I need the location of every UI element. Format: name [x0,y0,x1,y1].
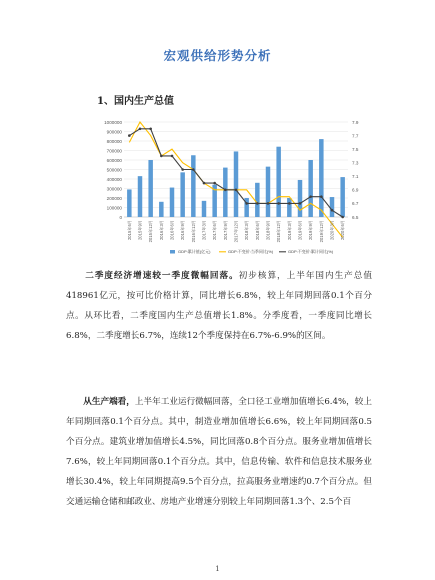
x-tick-label: 2017年6月 [212,220,218,241]
y-right-tick-label: 7.9 [352,119,359,125]
y-right-tick-label: 7.1 [352,174,359,180]
legend-label: GDP:累计值(亿元) [178,249,211,254]
x-tick-label: 2017年12月 [233,220,239,243]
gdp-chart [94,117,374,257]
bar [202,201,206,217]
bar [330,197,334,217]
page-title: 宏观供给形势分析 [163,48,272,63]
y-left-tick-label: 700000 [106,148,122,154]
cumulative-yoy-point [171,155,174,158]
x-tick-label: 2019年6月 [297,220,303,241]
x-tick-label: 2016年3月 [158,220,164,241]
y-left-tick-label: 900000 [106,129,122,135]
y-right-tick-label: 7.3 [352,160,359,166]
bar [180,172,184,217]
y-left-tick-label: 600000 [106,157,122,163]
bar [319,139,323,217]
y-left-tick-label: 400000 [106,176,122,182]
y-left-tick-label: 1000000 [104,119,122,125]
page-number: 1 [215,565,220,573]
paragraph-gdp-lead: 二季度经济增速较一季度微幅回落。 [85,271,239,281]
paragraph-production-body: 上半年工业运行微幅回落，全口径工业增加值增长6.4%，较上年同期回落0.1个百分点。其中，制造业增加值增长6.6%，较上年同期回落0.5个百分点。建筑业增加值增长4.5%，同比回落0.8个百分点。服务业增加值增长7.6%，较上年同期回落0.1个百分点。其中，信息传输、软件和信息技术服务业增长30.4%，较上年同期提高9.5个百分点，拉高服务业增速约0.7个百分点。但交通运输仓储和邮政业、房地产业增速分别较上年同期回落1.3个、2.5个百 [66,397,372,507]
bar [287,198,291,217]
x-tick-label: 2015年6月 [126,220,132,241]
cumulative-yoy-point [139,127,142,130]
legend-label: GDP:不变价:累计同比(%) [288,249,334,254]
cumulative-yoy-point [309,195,312,198]
x-tick-label: 2018年12月 [276,220,282,243]
section-heading: 1、国内生产总值 [97,96,174,107]
x-tick-label: 2019年12月 [318,220,324,243]
x-tick-label: 2017年9月 [222,220,228,241]
bar [266,167,270,217]
x-tick-label: 2020年3月 [329,220,335,241]
x-tick-label: 2015年9月 [137,220,143,241]
bar [340,177,344,217]
legend-swatch [170,250,175,254]
bar [223,168,227,217]
x-tick-label: 2019年3月 [286,220,292,241]
bar [191,155,195,217]
x-tick-label: 2015年12月 [148,220,154,243]
cumulative-yoy-point [149,127,152,130]
cumulative-yoy-point [203,182,206,185]
y-right-tick-label: 6.7 [352,201,359,207]
cumulative-yoy-point [331,209,334,212]
bar [170,188,174,217]
bar [298,180,302,217]
paragraph-gdp [66,266,372,346]
bar [138,176,142,217]
x-tick-label: 2018年3月 [244,220,250,241]
cumulative-yoy-point [320,195,323,198]
bar [127,189,131,217]
bar [276,147,280,217]
y-left-tick-label: 500000 [106,167,122,173]
cumulative-yoy-point [160,155,163,158]
y-left-tick-label: 100000 [106,205,122,211]
cumulative-yoy-point [277,202,280,205]
x-tick-label: 2019年9月 [308,220,314,241]
cumulative-yoy-point [288,202,291,205]
cumulative-yoy-point [128,134,131,137]
y-right-tick-label: 7.5 [352,146,359,152]
cumulative-yoy-point [341,216,344,219]
paragraph-gdp-body: 初步核算，上半年国内生产总值418961亿元，按可比价格计算，同比增长6.8%，较上年同期回落0.1个百分点。从环比看，二季度国内生产总值增长1.8%。分季度看，一季度同比增长6.8%，二季度增长6.7%，连续12个季度保持在6.7%-6.9%的区间。 [66,271,372,341]
paragraph-production-lead: 从生产端看， [83,397,135,407]
cumulative-yoy-point [192,168,195,171]
x-tick-label: 2017年3月 [201,220,207,241]
x-tick-label: 2020年6月 [340,220,346,241]
x-tick-label: 2016年6月 [169,220,175,241]
bar [234,151,238,217]
bar [308,160,312,217]
x-tick-label: 2018年6月 [254,220,260,241]
x-tick-label: 2016年9月 [180,220,186,241]
cumulative-yoy-point [245,202,248,205]
cumulative-yoy-point [267,202,270,205]
bar [148,160,152,217]
y-left-tick-label: 0 [119,214,122,220]
y-right-tick-label: 6.9 [352,187,359,193]
paragraph-production [66,392,372,512]
y-right-tick-label: 7.7 [352,133,359,139]
y-left-tick-label: 300000 [106,186,122,192]
cumulative-yoy-point [213,182,216,185]
legend-label: GDP:不变价:当季同比(%) [228,249,274,254]
y-left-tick-label: 800000 [106,138,122,144]
cumulative-yoy-point [235,189,238,192]
bar [255,183,259,217]
cumulative-yoy-point [256,202,259,205]
cumulative-yoy-point [299,202,302,205]
cumulative-yoy-point [181,168,184,171]
x-tick-label: 2018年9月 [265,220,271,241]
y-left-tick-label: 200000 [106,195,122,201]
bar [159,202,163,217]
x-tick-label: 2016年12月 [190,220,196,243]
cumulative-yoy-point [224,189,227,192]
y-right-tick-label: 6.5 [352,214,359,220]
